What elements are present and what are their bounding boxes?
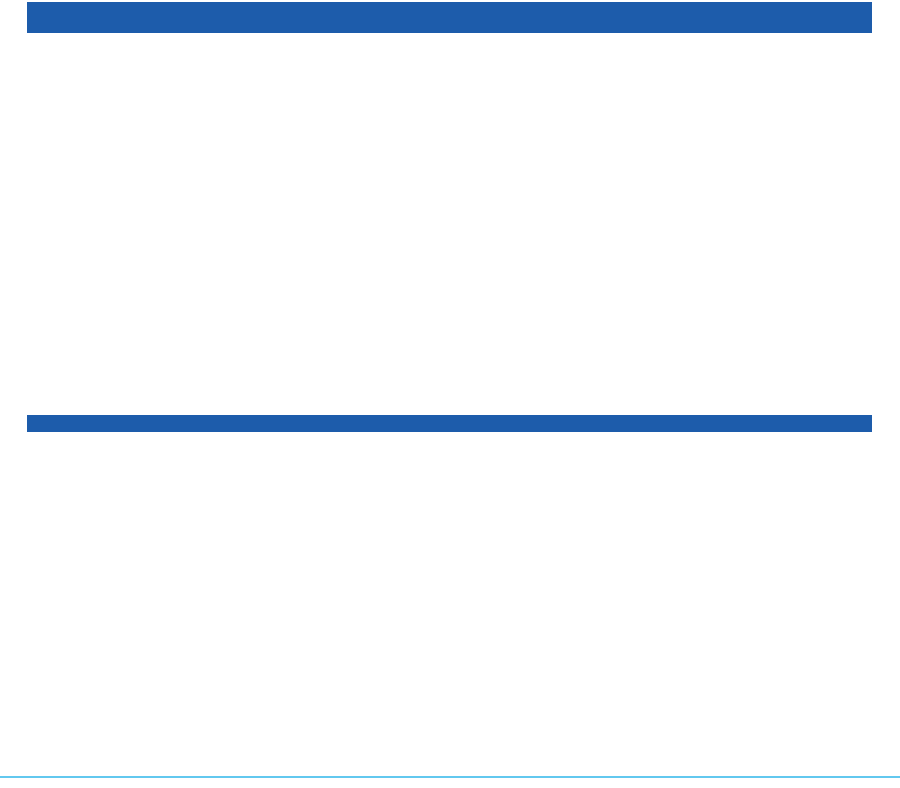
forecast-updated-bar (27, 415, 872, 432)
temperature-chart (270, 203, 863, 387)
phenomena-row (27, 113, 872, 159)
bottom-divider (0, 776, 900, 778)
location-name (27, 2, 267, 33)
forecast-table-header (27, 2, 872, 33)
